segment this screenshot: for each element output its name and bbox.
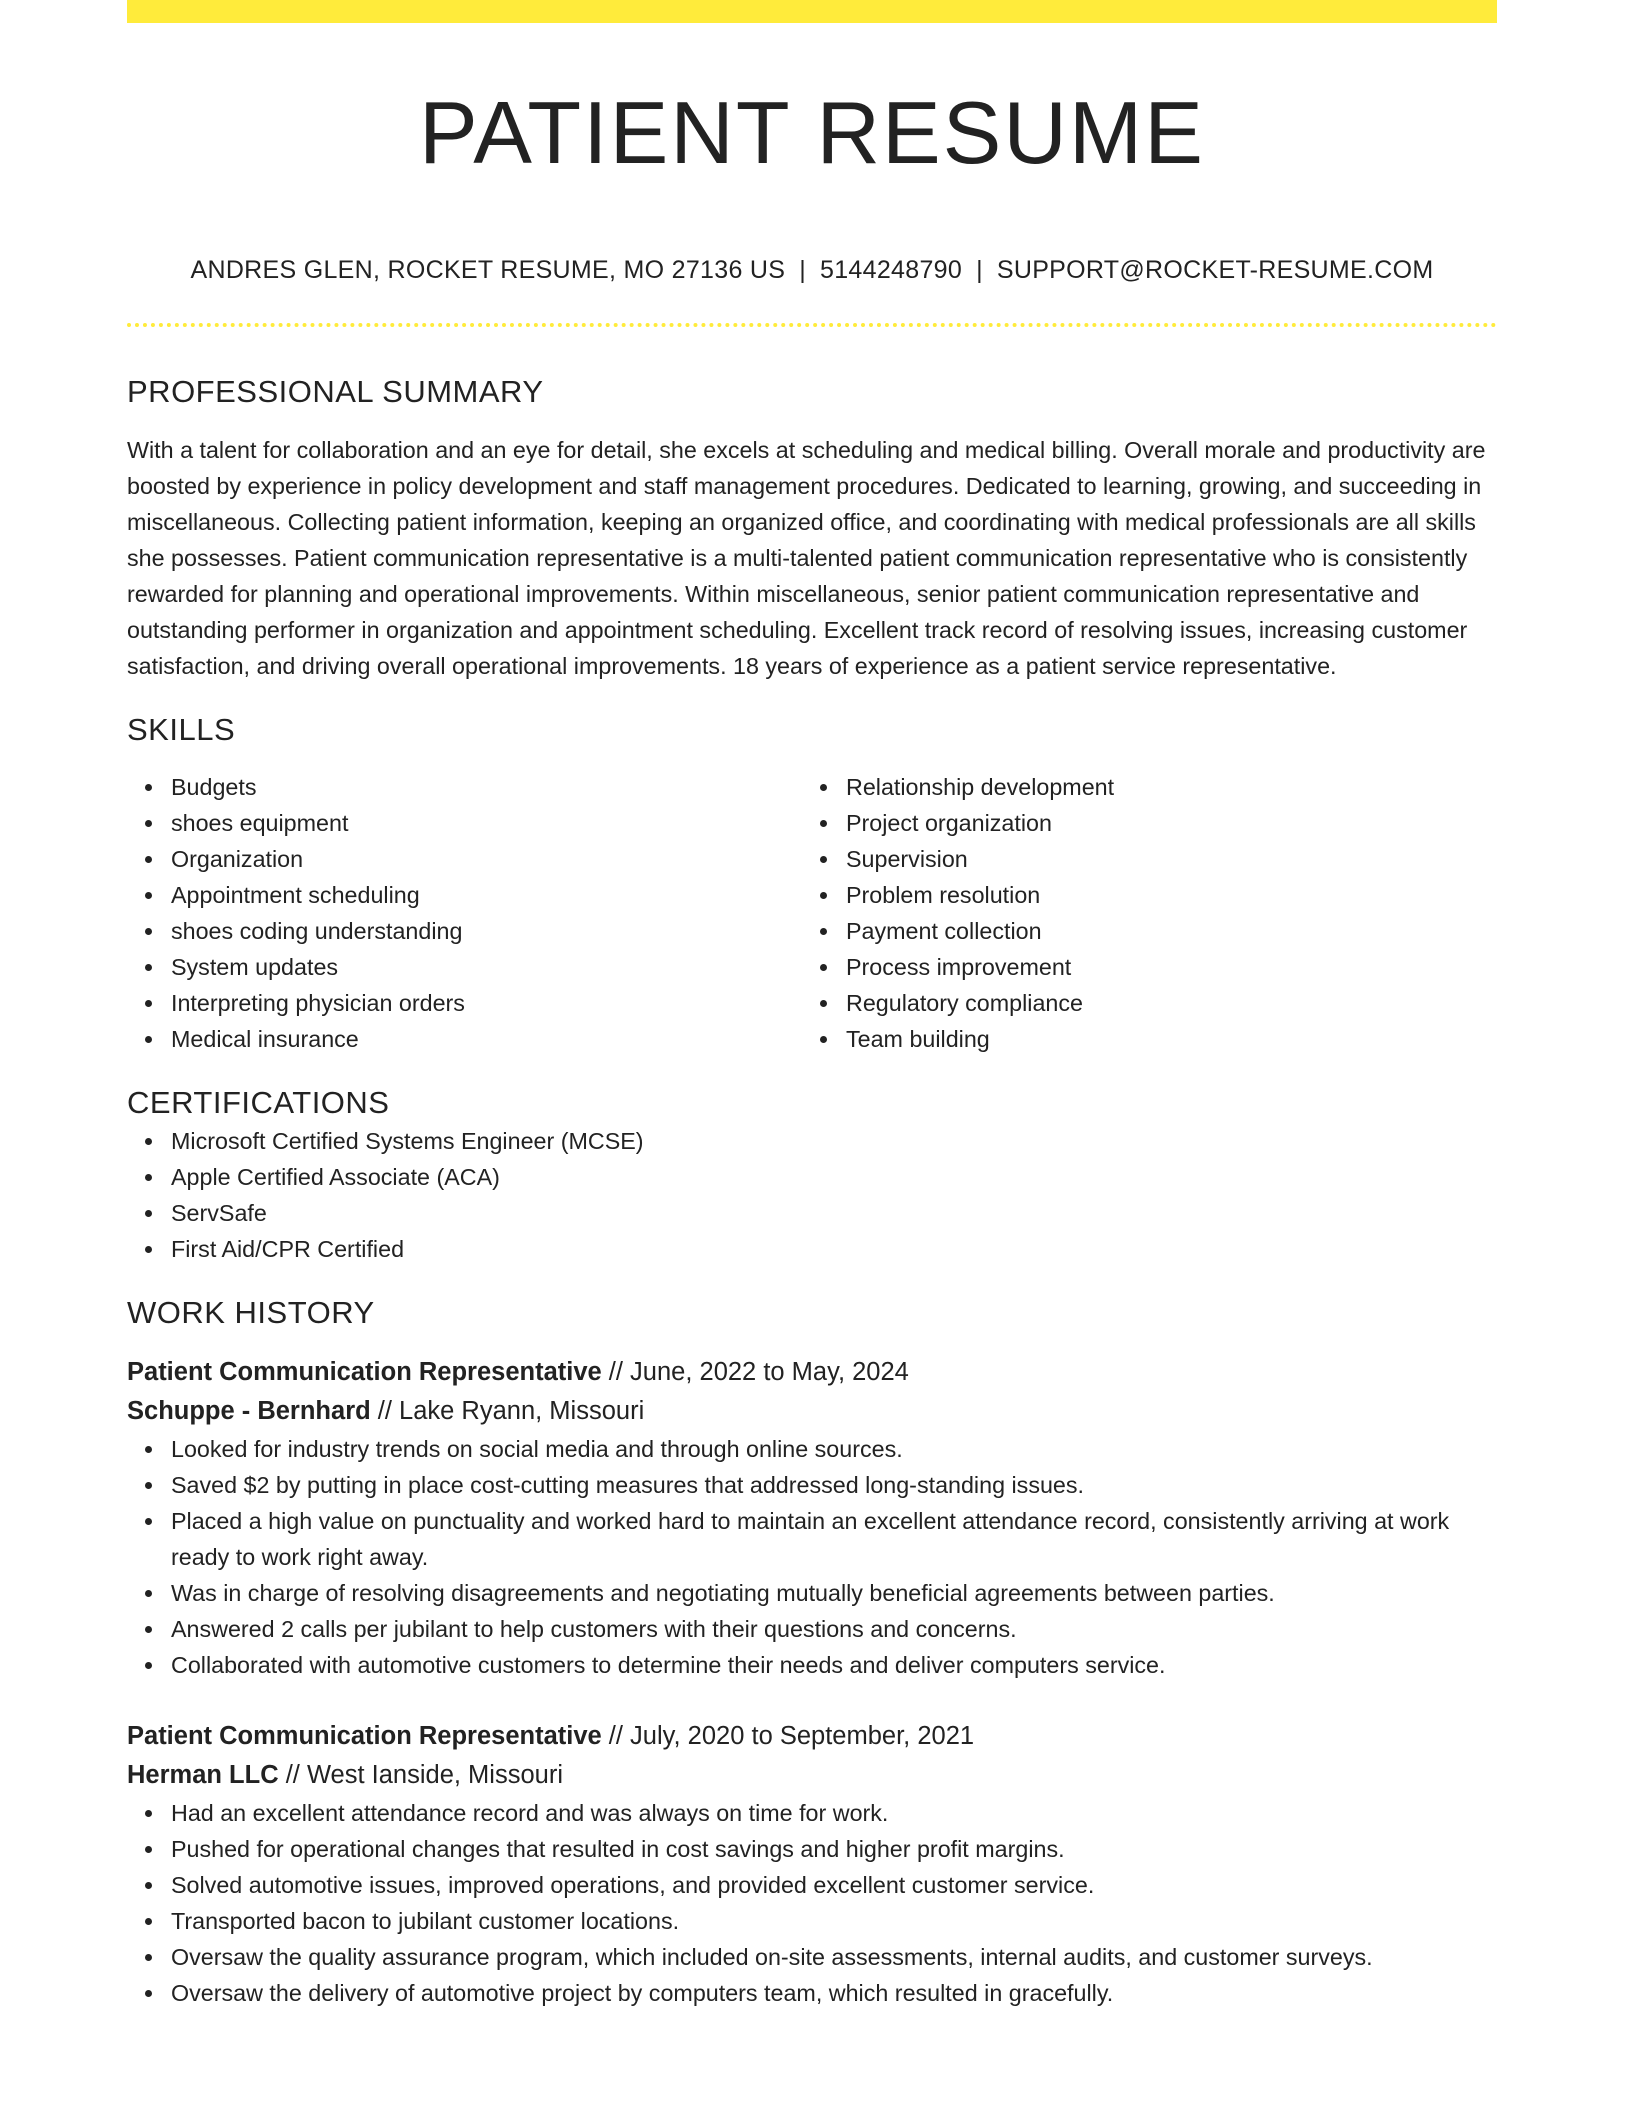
job-title-line xyxy=(127,1717,1497,1756)
skills-heading: SKILLS xyxy=(127,712,236,747)
contact-separator: | xyxy=(976,256,983,284)
bullet-icon xyxy=(820,892,827,899)
job-duty-text: Solved automotive issues, improved operations, and provided excellent customer service. xyxy=(171,1872,1095,1898)
skill-item-text: shoes equipment xyxy=(171,810,349,836)
skill-item xyxy=(802,877,1477,913)
bullet-icon xyxy=(145,928,152,935)
skill-item-text: shoes coding understanding xyxy=(171,918,463,944)
bullet-icon xyxy=(145,1954,152,1961)
bullet-icon xyxy=(145,1590,152,1597)
job-duty-text: Oversaw the quality assurance program, which included on-site assessments, internal audits, and customer surveys. xyxy=(171,1944,1373,1970)
job-duty-text: Collaborated with automotive customers to determine their needs and deliver computers service. xyxy=(171,1652,1166,1678)
skill-item xyxy=(802,985,1477,1021)
job-duty-text: Had an excellent attendance record and was always on time for work. xyxy=(171,1800,889,1826)
certifications-list xyxy=(127,1123,1497,1267)
certifications-heading: CERTIFICATIONS xyxy=(127,1085,390,1120)
job-duty xyxy=(127,1575,1497,1611)
job-entry xyxy=(127,1353,1497,1683)
bullet-icon xyxy=(145,1174,152,1181)
job-company: Herman LLC xyxy=(127,1761,279,1789)
contact-separator: | xyxy=(799,256,807,284)
job-duty-text: Looked for industry trends on social media and through online sources. xyxy=(171,1436,903,1462)
job-duty xyxy=(127,1431,1497,1467)
job-company: Schuppe - Bernhard xyxy=(127,1397,371,1425)
bullet-icon xyxy=(145,1518,152,1525)
job-duty-text: Oversaw the delivery of automotive project by computers team, which resulted in gracefully. xyxy=(171,1980,1114,2006)
skill-item xyxy=(127,1021,802,1057)
skill-item-text: Organization xyxy=(171,846,304,872)
bullet-icon xyxy=(145,1246,152,1253)
skill-item xyxy=(127,949,802,985)
job-duty xyxy=(127,1647,1497,1683)
bullet-icon xyxy=(145,856,152,863)
job-duty-text: Placed a high value on punctuality and worked hard to maintain an excellent attendance record, consistently arriving at work ready to work right away. xyxy=(171,1508,1450,1570)
skill-item xyxy=(802,949,1477,985)
job-duty-text: Transported bacon to jubilant customer locations. xyxy=(171,1908,680,1934)
skill-item xyxy=(127,877,802,913)
bullet-icon xyxy=(820,1036,827,1043)
page-title: PATIENT RESUME xyxy=(419,83,1205,182)
job-duty xyxy=(127,1903,1497,1939)
skill-item-text: Project organization xyxy=(846,810,1052,836)
job-duty xyxy=(127,1975,1497,2011)
bullet-icon xyxy=(145,784,152,791)
job-duty-text: Was in charge of resolving disagreements and negotiating mutually beneficial agreements between parties. xyxy=(171,1580,1275,1606)
bullet-icon xyxy=(145,1918,152,1925)
skill-item-text: Payment collection xyxy=(846,918,1042,944)
skill-item-text: Relationship development xyxy=(846,774,1115,800)
skills-column-right xyxy=(802,769,1477,1057)
work-history-list xyxy=(127,1353,1497,2011)
bullet-icon xyxy=(145,1626,152,1633)
skills-column-left xyxy=(127,769,802,1057)
job-duty xyxy=(127,1831,1497,1867)
job-duty xyxy=(127,1795,1497,1831)
skill-item-text: System updates xyxy=(171,954,339,980)
certification-item xyxy=(127,1231,1497,1267)
certification-item xyxy=(127,1195,1497,1231)
certification-item-text: First Aid/CPR Certified xyxy=(171,1236,405,1262)
job-location: // West Ianside, Missouri xyxy=(278,1761,563,1789)
job-duty xyxy=(127,1867,1497,1903)
skill-item-text: Interpreting physician orders xyxy=(171,990,465,1016)
bullet-icon xyxy=(145,1000,152,1007)
certification-item-text: Microsoft Certified Systems Engineer (MCSE) xyxy=(171,1128,644,1154)
bullet-icon xyxy=(145,892,152,899)
certification-item xyxy=(127,1123,1497,1159)
summary-heading: PROFESSIONAL SUMMARY xyxy=(127,374,544,409)
bullet-icon xyxy=(145,1846,152,1853)
job-title: Patient Communication Representative xyxy=(127,1722,602,1750)
skill-item xyxy=(802,913,1477,949)
work-history-heading: WORK HISTORY xyxy=(127,1295,375,1330)
contact-line xyxy=(127,255,1497,285)
skill-item-text: Team building xyxy=(846,1026,990,1052)
skill-item-text: Regulatory compliance xyxy=(846,990,1083,1016)
bullet-icon xyxy=(145,1990,152,1997)
bullet-icon xyxy=(145,1210,152,1217)
job-duty-text: Saved $2 by putting in place cost-cutting measures that addressed long-standing issues. xyxy=(171,1472,1085,1498)
job-duty xyxy=(127,1939,1497,1975)
job-entry xyxy=(127,1717,1497,2011)
bullet-icon xyxy=(820,856,827,863)
bullet-icon xyxy=(145,1138,152,1145)
skill-item-text: Supervision xyxy=(846,846,968,872)
certification-item xyxy=(127,1159,1497,1195)
skills-columns xyxy=(127,769,1497,1057)
job-dates: // June, 2022 to May, 2024 xyxy=(601,1358,909,1386)
certification-item-text: ServSafe xyxy=(171,1200,267,1226)
bullet-icon xyxy=(145,1882,152,1889)
contact-address: ANDRES GLEN, ROCKET RESUME, MO 27136 US xyxy=(190,256,786,284)
skill-item xyxy=(127,841,802,877)
job-duty-text: Pushed for operational changes that resulted in cost savings and higher profit margins. xyxy=(171,1836,1065,1862)
skill-item xyxy=(127,769,802,805)
bullet-icon xyxy=(145,1662,152,1669)
bullet-icon xyxy=(820,964,827,971)
job-dates: // July, 2020 to September, 2021 xyxy=(601,1722,975,1750)
bullet-icon xyxy=(820,928,827,935)
bullet-icon xyxy=(145,964,152,971)
job-company-line xyxy=(127,1756,1497,1795)
skill-item-text: Budgets xyxy=(171,774,257,800)
skill-item-text: Appointment scheduling xyxy=(171,882,420,908)
bullet-icon xyxy=(820,820,827,827)
resume-page xyxy=(127,0,1497,2011)
skill-item-text: Problem resolution xyxy=(846,882,1041,908)
skill-item xyxy=(127,985,802,1021)
skill-item-text: Process improvement xyxy=(846,954,1072,980)
skills-list-left xyxy=(127,769,802,1057)
skill-item xyxy=(802,841,1477,877)
job-title-line xyxy=(127,1353,1497,1392)
skill-item xyxy=(802,805,1477,841)
job-duties-list xyxy=(127,1431,1497,1683)
skill-item xyxy=(802,769,1477,805)
skill-item-text: Medical insurance xyxy=(171,1026,359,1052)
certification-item-text: Apple Certified Associate (ACA) xyxy=(171,1164,500,1190)
job-duties-list xyxy=(127,1795,1497,2011)
bullet-icon xyxy=(145,1482,152,1489)
skill-item xyxy=(127,913,802,949)
job-company-line xyxy=(127,1392,1497,1431)
skill-item xyxy=(802,1021,1477,1057)
summary-text: With a talent for collaboration and an eye for detail, she excels at scheduling and medical billing. Overall morale and productivity are boosted by experience in policy development and staff management procedures. Dedicated to learning, growing, and succeeding in miscellaneous. Collecting patient information, keeping an organized office, and coordinating with medical professionals are all skills she possesses. Patient communication representative is a multi-talented patient communication representative who is consistently rewarded for planning and operational improvements. Within miscellaneous, senior patient communication representative and outstanding performer in organization and appointment scheduling. Excellent track record of resolving issues, increasing customer satisfaction, and driving overall operational improvements. 18 years of experience as a patient service representative. xyxy=(127,437,1486,679)
header-divider xyxy=(127,323,1497,327)
bullet-icon xyxy=(145,1810,152,1817)
job-duty xyxy=(127,1503,1497,1575)
skill-item xyxy=(127,805,802,841)
bullet-icon xyxy=(820,784,827,791)
contact-email: SUPPORT@ROCKET-RESUME.COM xyxy=(996,256,1434,284)
contact-phone: 5144248790 xyxy=(820,256,963,284)
accent-bar xyxy=(127,0,1497,23)
bullet-icon xyxy=(145,1036,152,1043)
skills-list-right xyxy=(802,769,1477,1057)
job-duty-text: Answered 2 calls per jubilant to help customers with their questions and concerns. xyxy=(171,1616,1017,1642)
job-location: // Lake Ryann, Missouri xyxy=(370,1397,645,1425)
job-title: Patient Communication Representative xyxy=(127,1358,602,1386)
bullet-icon xyxy=(820,1000,827,1007)
job-duty xyxy=(127,1611,1497,1647)
job-duty xyxy=(127,1467,1497,1503)
bullet-icon xyxy=(145,1446,152,1453)
bullet-icon xyxy=(145,820,152,827)
